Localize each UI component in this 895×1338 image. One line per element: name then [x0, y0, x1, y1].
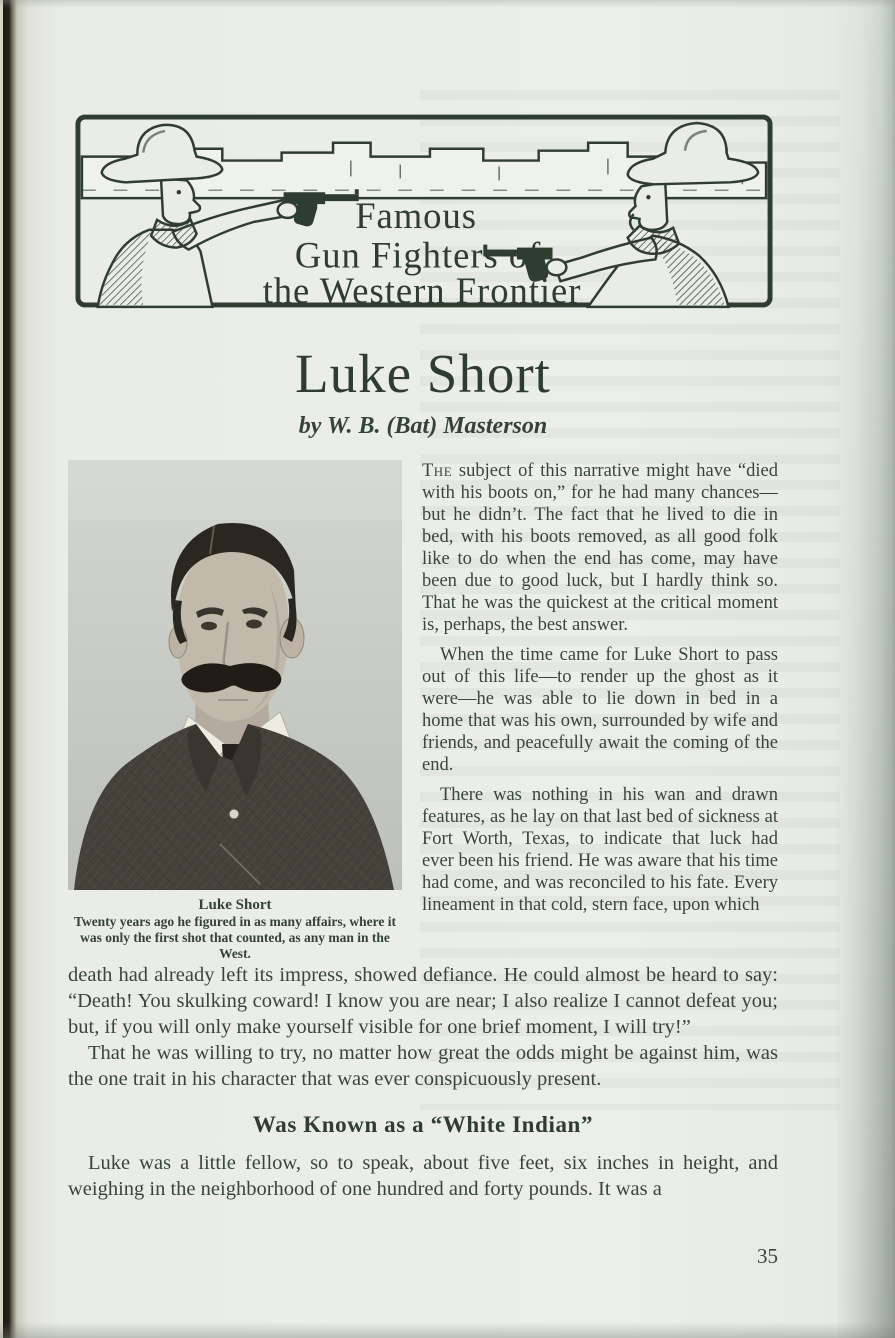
photo-caption-text: Twenty years ago he figured in as many affairs, where it was only the first shot that counted, as any man in the West.	[73, 913, 397, 961]
article-byline: by W. B. (Bat) Masterson	[298, 412, 548, 439]
paragraph-4: That he was willing to try, no matter how great the odds might be against him, was the one trait in his character that was ever conspicuously present.	[68, 1042, 778, 1091]
photo-block	[68, 460, 402, 963]
paragraph-3-continuation: death had already left its impress, showed defiance. He could almost be heard to say: “Death! You skulking coward! I know you are near; I also realize I cannot defeat you; but, if you will only make yourself visible for one brief moment, I will try!”	[68, 964, 778, 1039]
luke-short-portrait-photo	[68, 460, 402, 890]
body-text-column	[422, 460, 778, 963]
paragraph-2: When the time came for Luke Short to pass out of this life—to render up the ghost as it were—he was able to lie down in bed in a home that was his own, surrounded by wife and friends, and peacefully await the coming of the end.	[422, 644, 778, 775]
paragraph-1-lead: The	[422, 460, 453, 481]
plate-title-line1: Famous	[355, 194, 477, 236]
page-content	[68, 112, 778, 1202]
section-heading: Was Known as a “White Indian”	[252, 1112, 594, 1138]
header-plate-illustration	[74, 112, 774, 310]
paragraph-5: Luke was a little fellow, so to speak, about five feet, six inches in height, and weighing in the neighborhood of one hundred and forty pounds. It was a	[68, 1152, 778, 1201]
paragraph-1-text: subject of this narrative might have “died with his boots on,” for he had many chances—but he didn’t. The fact that he lived to die in bed, with his boots removed, as all good folk like to do when the end has come, may have been due to good luck, but I hardly think so. That he was the quickest at the critical moment is, perhaps, the best answer.	[422, 460, 778, 635]
photo-caption	[68, 896, 402, 963]
article-title: Luke Short	[295, 343, 551, 404]
full-width-text	[68, 962, 778, 1202]
plate-title-line2: Gun Fighters of	[294, 234, 542, 276]
page-number: 35	[757, 1244, 778, 1268]
paragraph-1	[422, 460, 778, 636]
plate-title-line3: the Western Frontier	[262, 269, 582, 310]
photo-caption-title: Luke Short	[198, 896, 272, 913]
page-curl-shadow	[835, 0, 895, 1338]
page-top-edge	[0, 0, 895, 8]
paragraph-3-column-part: There was nothing in his wan and drawn features, as he lay on that last bed of sickness at Fort Worth, Texas, to indicate that luck had ever been his friend. He was aware that his time had come, and was reconciled to his fate. Every lineament in that cold, stern face, upon which	[422, 784, 778, 915]
two-column-section	[68, 460, 778, 963]
portrait-face	[177, 548, 289, 722]
page-bottom-edge	[0, 1322, 895, 1338]
